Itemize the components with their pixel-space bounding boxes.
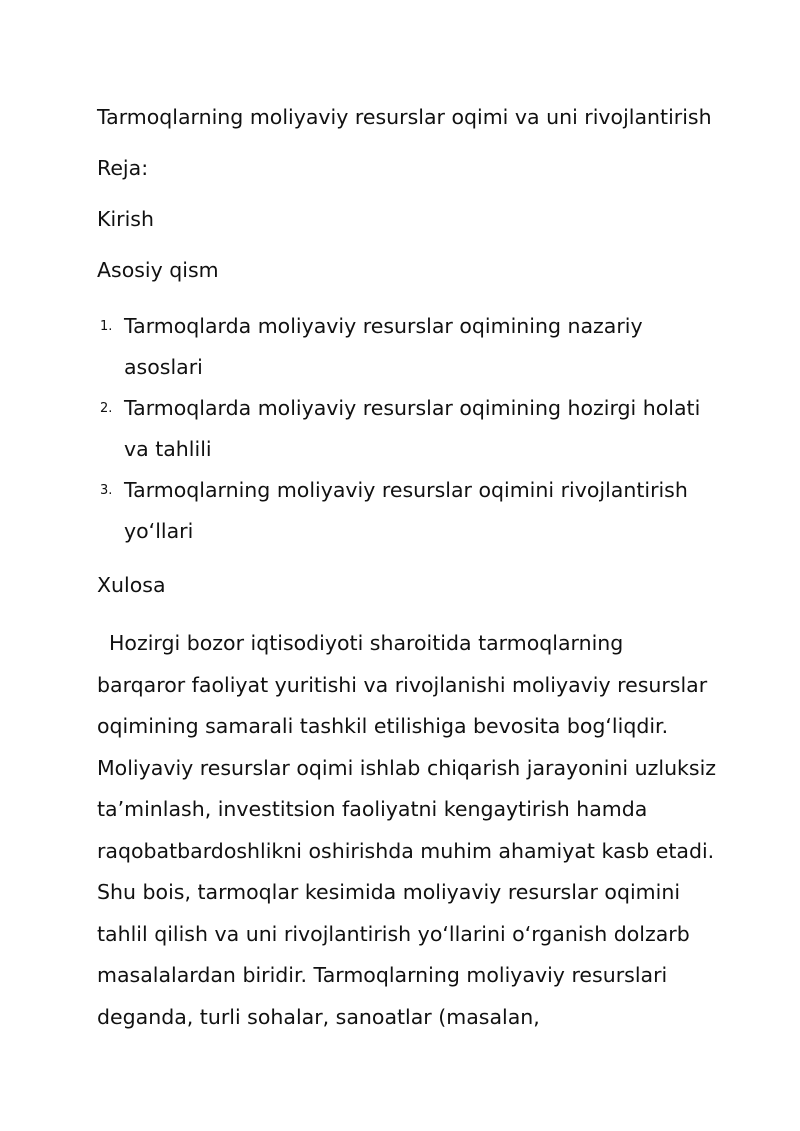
plan-item-text: Tarmoqlarda moliyaviy resurslar oqimining hozirgi holati va tahlili	[124, 396, 701, 461]
plan-item-number: 1.	[100, 319, 113, 334]
plan-item-number: 2.	[100, 401, 113, 416]
plan-item-text: Tarmoqlarda moliyaviy resurslar oqimining nazariy asoslari	[124, 314, 643, 379]
document-page	[97, 104, 717, 1038]
main-part-heading: Asosiy qism	[97, 258, 219, 282]
plan-item	[97, 470, 717, 552]
intro-heading: Kirish	[97, 207, 154, 231]
body-paragraph: Hozirgi bozor iqtisodiyoti sharoitida tarmoqlarning barqaror faoliyat yuritishi va rivojlanishi moliyaviy resurslar oqimining samarali tashkil etilishiga bevosita bog‘liqdir. Moliyaviy resurslar oqimi ishlab chiqarish jarayonini uzluksiz ta’minlash, investitsion faoliyatni kengaytirish hamda raqobatbardoshlikni oshirishda muhim ahamiyat kasb etadi. Shu bois, tarmoqlar kesimida moliyaviy resurslar oqimini tahlil qilish va uni rivojlantirish yo‘llarini o‘rganish dolzarb masalalardan biridir. Tarmoqlarning moliyaviy resurslari deganda, turli sohalar, sanoatlar (masalan,	[97, 631, 717, 1029]
plan-item	[97, 306, 717, 388]
plan-list	[97, 306, 717, 552]
conclusion-heading: Xulosa	[97, 573, 166, 597]
plan-item-number: 3.	[100, 483, 113, 498]
plan-item-text: Tarmoqlarning moliyaviy resurslar oqimini rivojlantirish yo‘llari	[124, 478, 688, 543]
plan-item	[97, 388, 717, 470]
document-title: Tarmoqlarning moliyaviy resurslar oqimi va uni rivojlantirish	[97, 105, 712, 129]
plan-heading: Reja:	[97, 156, 149, 180]
